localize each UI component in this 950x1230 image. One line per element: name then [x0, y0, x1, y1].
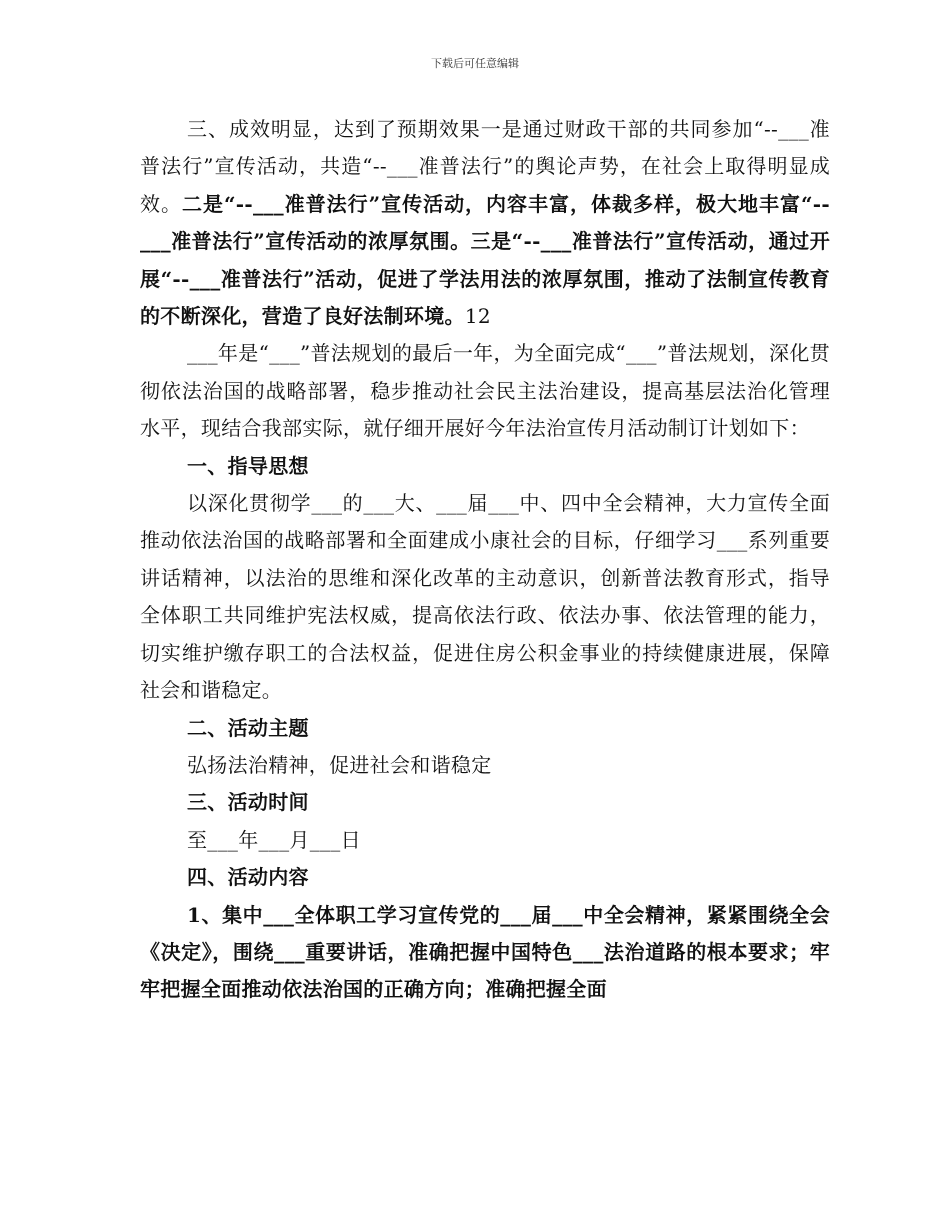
heading-activity-time: 三、活动时间 — [187, 790, 309, 815]
page-header: 下载后可任意编辑 — [431, 57, 519, 70]
activity-time-text: 至___年___月___日 — [187, 827, 361, 852]
paragraph-results — [140, 111, 830, 335]
activity-theme-text: 弘扬法治精神，促进社会和谐稳定 — [187, 752, 492, 777]
results-bold-text: 二是“--___准普法行”宣传活动，内容丰富，体裁多样，极大地丰富“--___准普法行”宣传活动的浓厚氛围。三是“--___准普法行”宣传活动，通过开展“--___准普法行”活动，促进了学法用法的浓厚氛围，推动了法制宣传教育的不断深化，营造了良好法制环境。 — [140, 191, 830, 329]
heading-activity-theme: 二、活动主题 — [187, 715, 309, 740]
paragraph-guiding-thought: 以深化贯彻学___的___大、___届___中、四中全会精神，大力宣传全面推动依法治国的战略部署和全面建成小康社会的目标，仔细学习___系列重要讲话精神，以法治的思维和深化改革的主动意识，创新普法教育形式，指导全体职工共同维护宪法权威，提高依法行政、依法办事、依法管理的能力，切实维护缴存职工的合法权益，促进住房公积金事业的持续健康进展，保障社会和谐稳定。 — [140, 491, 830, 703]
paragraph-intro: ___年是“___”普法规划的最后一年，为全面完成“___”普法规划，深化贯彻依法治国的战略部署，稳步推动社会民主法治建设，提高基层法治化管理水平，现结合我部实际，就仔细开展好今年法治宣传月活动制订计划如下： — [140, 341, 830, 441]
heading-activity-content: 四、活动内容 — [187, 865, 309, 890]
results-tail: 12 — [464, 304, 491, 329]
paragraph-activity-content: 1、集中___全体职工学习宣传党的___届___中全会精神，紧紧围绕全会《决定》，围绕___重要讲话，准确把握中国特色___法治道路的根本要求；牢牢把握全面推动依法治国的正确方向；准确把握全面 — [140, 902, 830, 1002]
results-text: 三、成效明显，达到了预期效果一是通过财政干部的共同参加“--___准普法行”宣传活动，共造“--___准普法行”的舆论声势，在社会上取得明显成效。 — [140, 117, 830, 216]
heading-guiding-thought: 一、指导思想 — [187, 453, 309, 478]
document-body — [140, 111, 830, 1009]
